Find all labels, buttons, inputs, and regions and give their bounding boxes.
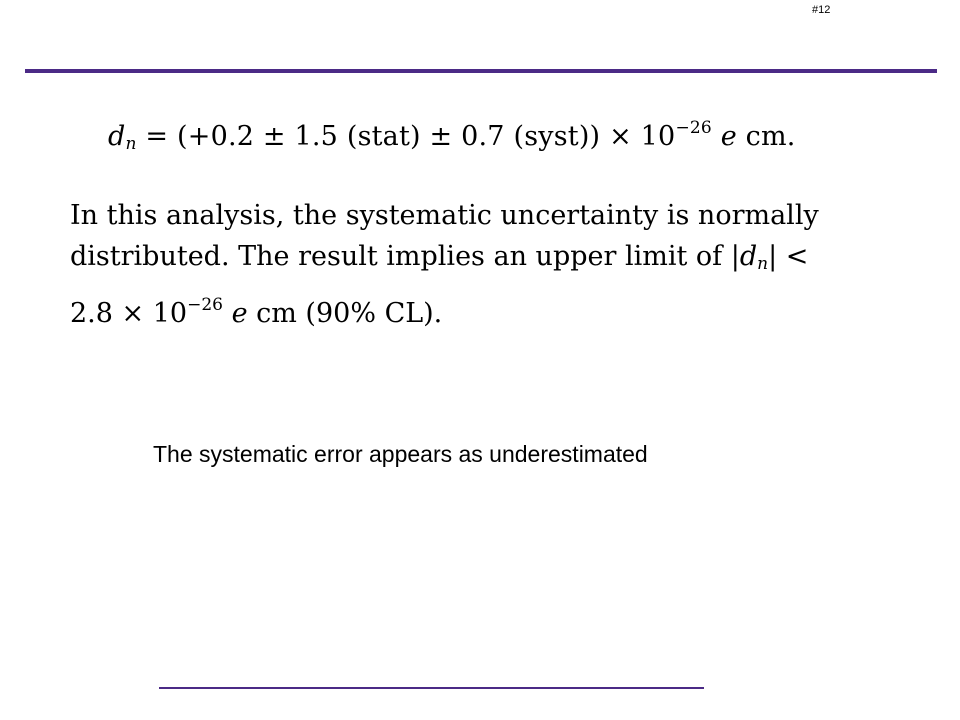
equation-exponent: −26 xyxy=(675,118,712,138)
paragraph-line-1: In this analysis, the systematic uncertainty is normally xyxy=(70,200,819,231)
paragraph-line-3-tail: cm (90% CL). xyxy=(247,298,443,329)
equation-body: = (+0.2 ± 1.5 (stat) ± 0.7 (syst)) × 10 xyxy=(136,121,676,152)
paragraph-line-2 xyxy=(70,236,870,285)
paragraph-line-2-tail: | < xyxy=(768,241,809,272)
note-text: The systematic error appears as underestimated xyxy=(153,441,648,467)
paragraph-line-2-symbol: d xyxy=(739,241,758,272)
equation xyxy=(108,118,796,154)
slide-number: #12 xyxy=(812,4,831,16)
paragraph-line-2-subscript: n xyxy=(757,254,769,274)
top-divider xyxy=(25,69,937,73)
result-paragraph xyxy=(70,195,870,334)
bottom-divider xyxy=(159,687,704,689)
equation-unit-e: e xyxy=(711,121,737,152)
paragraph-line-3-unit-e: e xyxy=(222,298,248,329)
paragraph-line-3-exponent: −26 xyxy=(187,295,223,315)
equation-unit-cm: cm. xyxy=(736,121,796,152)
paragraph-line-3 xyxy=(70,285,870,334)
paragraph-line-2-text: distributed. The result implies an upper limit of | xyxy=(70,241,740,272)
equation-subscript: n xyxy=(125,134,137,154)
equation-symbol: d xyxy=(108,121,126,152)
paragraph-line-3-text: 2.8 × 10 xyxy=(70,298,188,329)
